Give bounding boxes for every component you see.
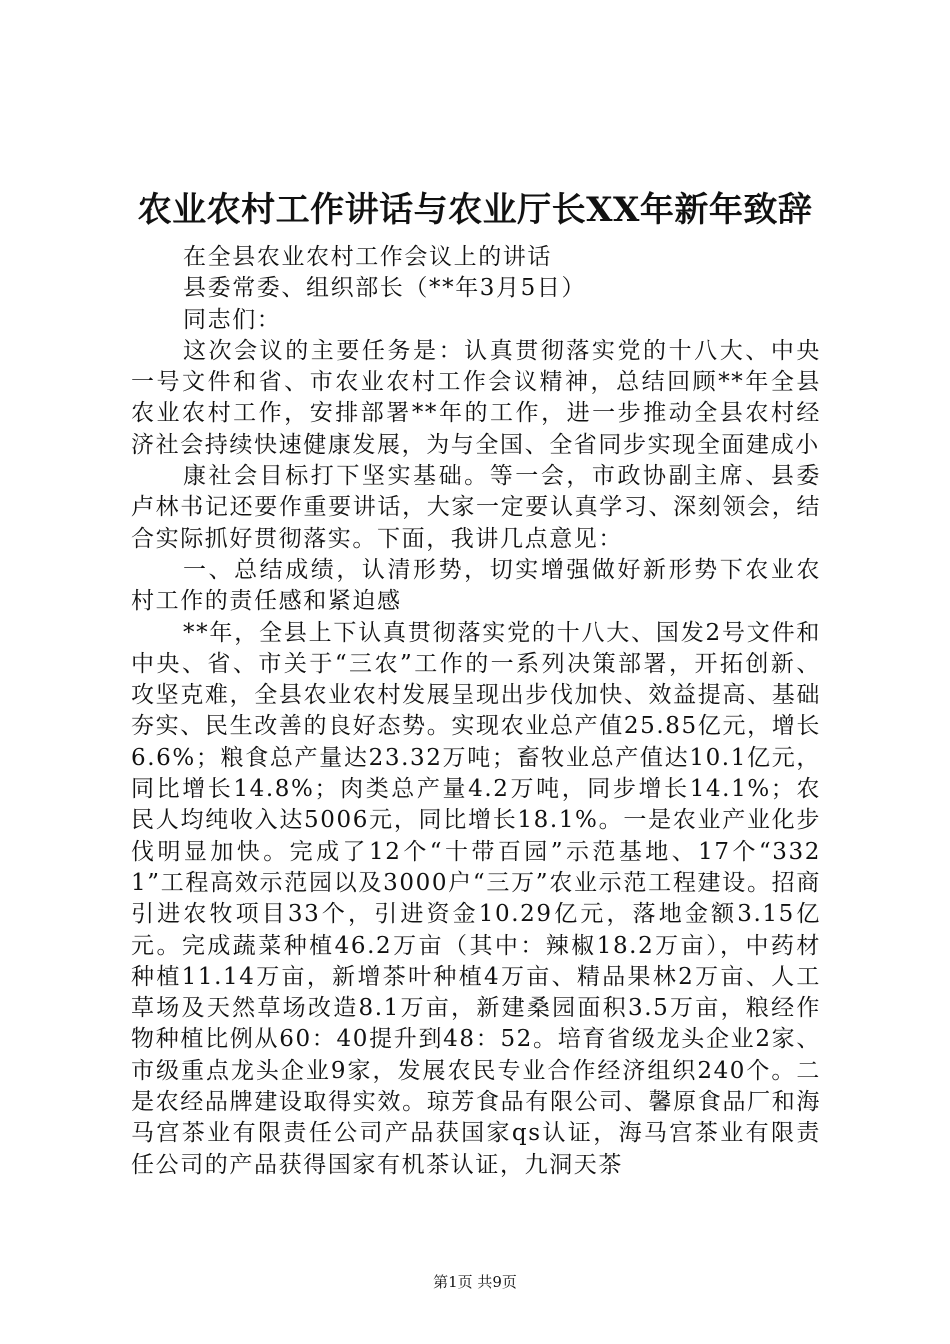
document-body: [131, 242, 821, 1181]
speaker-line: 县委常委、组织部长（**年3月5日）: [183, 275, 587, 302]
section-heading: 一、总结成绩，认清形势，切实增强做好新形势下农业农村工作的责任感和紧迫感: [131, 556, 821, 615]
body-paragraph: **年，全县上下认真贯彻落实党的十八大、国发2号文件和中央、省、市关于“三农”工作的一系列决策部署，开拓创新、攻坚克难，全县农业农村发展呈现出步伐加快、效益提高、基础夯实、民生改善的良好态势。实现农业总产值25.85亿元，增长6.6%；粮食总产量达23.32万吨；畜牧业总产值达10.1亿元，同比增长14.8%；肉类总产量4.2万吨，同步增长14.1%；农民人均纯收入达5006元，同比增长18.1%。一是农业产业化步伐明显加快。完成了12个“十带百园”示范基地、17个“3321”工程高效示范园以及3000户“三万”农业示范工程建设。招商引进农牧项目33个，引进资金10.29亿元，落地金额3.15亿元。完成蔬菜种植46.2万亩（其中：辣椒18.2万亩），中药材种植11.14万亩，新增茶叶种植4万亩、精品果林2万亩、人工草场及天然草场改造8.1万亩，新建桑园面积3.5万亩，粮经作物种植比例从60：40提升到48：52。培育省级龙头企业2家、市级重点龙头企业9家，发展农民专业合作经济组织240个。二是农经品牌建设取得实效。琼芳食品有限公司、馨原食品厂和海马宫茶业有限责任公司产品获国家qs认证，海马宫茶业有限责任公司的产品获得国家有机茶认证，九洞天茶: [131, 619, 821, 1178]
page-title: 农业农村工作讲话与农业厅长XX年新年致辞: [137, 190, 813, 230]
speech-heading: 在全县农业农村工作会议上的讲话: [183, 244, 552, 270]
page-footer: 第1页 共9页: [433, 1273, 517, 1291]
body-paragraph: 康社会目标打下坚实基础。等一会，市政协副主席、县委卢林书记还要作重要讲话，大家一定要认真学习、深刻领会，结合实际抓好贯彻落实。下面，我讲几点意见：: [131, 463, 821, 552]
salutation: 同志们：: [183, 306, 282, 333]
body-paragraph: 这次会议的主要任务是：认真贯彻落实党的十八大、中央一号文件和省、市农业农村工作会议精神，总结回顾**年全县农业农村工作，安排部署**年的工作，进一步推动全县农村经济社会持续快速健康发展，为与全国、全省同步实现全面建成小: [131, 337, 821, 458]
